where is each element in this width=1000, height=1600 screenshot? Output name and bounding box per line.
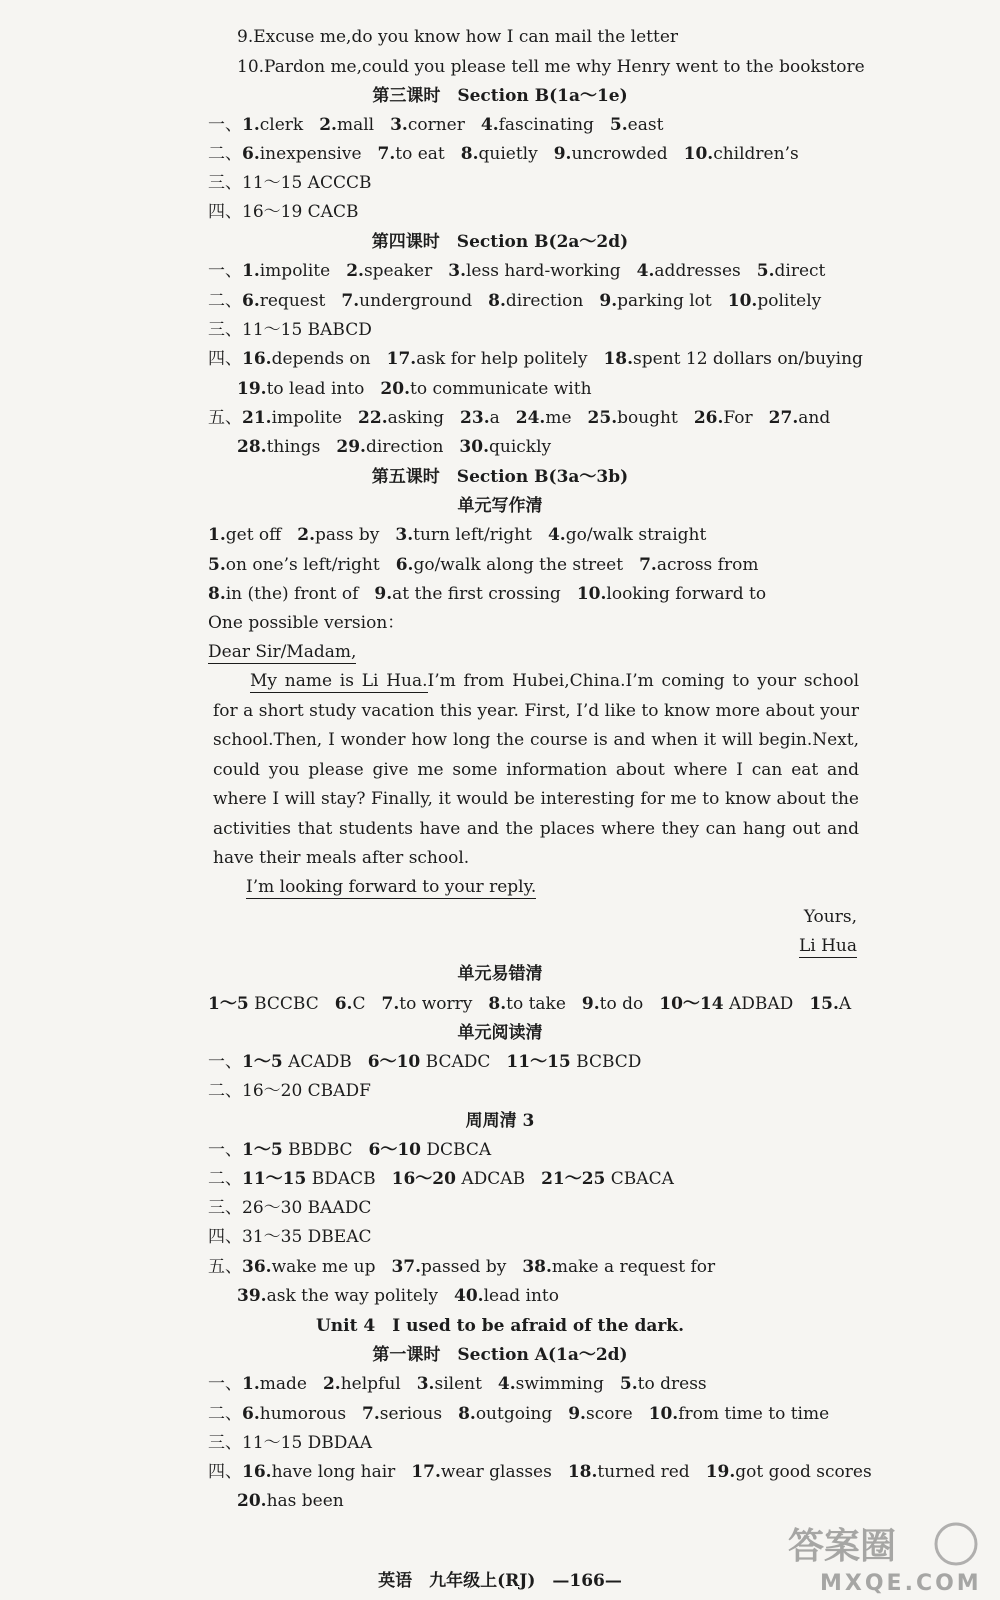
answer-row — [0, 1050, 1000, 1074]
answer-item: 16～20 ADCAB — [391, 1169, 526, 1189]
answer-item: 16.depends on — [242, 349, 371, 369]
section-heading: 第四课时 Section B(2a～2d) — [371, 232, 629, 252]
answer-row — [0, 992, 1000, 1016]
answer-row — [0, 259, 1000, 283]
question-number: 8. — [460, 144, 479, 164]
answer-row — [0, 406, 1000, 430]
row-prefix: 五、 — [208, 1257, 242, 1277]
answer-row — [0, 142, 1000, 166]
answer-item: 1.made — [242, 1374, 307, 1394]
answer-item: 25.bought — [587, 408, 678, 428]
question-number: 25. — [587, 408, 618, 428]
answer-row — [0, 1284, 1000, 1308]
row-prefix: 五、 — [208, 408, 242, 428]
section-subheading: 单元写作清 — [457, 496, 543, 516]
question-number: 8. — [208, 584, 226, 604]
answer-item: 4.swimming — [497, 1374, 604, 1394]
answer-item: 9.uncrowded — [553, 144, 668, 164]
question-number: 9. — [553, 144, 572, 164]
answer-row — [0, 1372, 1000, 1396]
question-number: 6. — [395, 555, 414, 575]
answer-item: 5.on one’s left/right — [208, 555, 380, 575]
question-number: 20. — [380, 379, 410, 399]
watermark-logo — [780, 1518, 990, 1596]
answer-row — [0, 1489, 1000, 1513]
question-number: 21. — [242, 408, 272, 428]
question-number: 9. — [568, 1404, 586, 1424]
answer-item: 3.corner — [390, 115, 465, 135]
question-number: 6～10 — [367, 1052, 421, 1072]
section-heading: 单元易错清 — [457, 964, 543, 984]
question-number: 3. — [395, 525, 414, 545]
question-number: 9. — [599, 291, 618, 311]
answer-item: 6.C — [334, 994, 366, 1014]
answer-row — [0, 523, 1000, 547]
answer-line: 10.Pardon me,could you please tell me why Henry went to the bookstore — [237, 57, 865, 77]
answer-item: 17.wear glasses — [411, 1462, 552, 1482]
answer-item: 8.in (the) front of — [208, 584, 359, 604]
question-number: 5. — [609, 115, 628, 135]
question-number: 6. — [242, 291, 260, 311]
answer-row — [0, 553, 1000, 577]
letter-greeting — [0, 640, 1000, 664]
question-number: 10. — [727, 291, 758, 311]
letter-signature — [799, 934, 857, 958]
answer-item: 40.lead into — [454, 1286, 559, 1306]
answer-item: 21.impolite — [242, 408, 343, 428]
answer-row — [0, 377, 1000, 401]
row-prefix: 二、 — [208, 144, 242, 164]
question-number: 3. — [390, 115, 408, 135]
question-number: 5. — [208, 555, 226, 575]
row-prefix: 二、 — [208, 1404, 242, 1424]
answer-item: 2.helpful — [322, 1374, 401, 1394]
answer-item: 2.speaker — [346, 261, 433, 281]
answer-row: 二、16～20 CBADF — [208, 1081, 371, 1101]
answer-item: 6～10 DCBCA — [368, 1140, 492, 1160]
section-heading: 第五课时 Section B(3a～3b) — [371, 467, 629, 487]
answer-item: 19.to lead into — [237, 379, 365, 399]
section-heading: 单元阅读清 — [457, 1023, 543, 1043]
question-number: 5. — [619, 1374, 638, 1394]
question-number: 1～5 — [242, 1140, 283, 1160]
answer-row: 四、16～19 CACB — [208, 202, 359, 222]
answer-item: 8.direction — [488, 291, 584, 311]
question-number: 29. — [336, 437, 366, 457]
answer-item: 19.got good scores — [705, 1462, 872, 1482]
answer-item: 9.score — [568, 1404, 633, 1424]
answer-item: 4.fascinating — [480, 115, 594, 135]
answer-item: 1.impolite — [242, 261, 331, 281]
answer-item: 5.direct — [756, 261, 826, 281]
answer-row — [0, 1255, 1000, 1279]
answer-item: 23.a — [460, 408, 500, 428]
question-number: 17. — [411, 1462, 441, 1482]
answer-item: 6.humorous — [242, 1404, 347, 1424]
answer-row — [0, 113, 1000, 137]
answer-item: 28.things — [237, 437, 321, 457]
answer-item: 29.direction — [336, 437, 444, 457]
question-number: 39. — [237, 1286, 267, 1306]
question-number: 40. — [454, 1286, 484, 1306]
row-prefix: 一、 — [208, 261, 242, 281]
question-number: 37. — [391, 1257, 422, 1277]
letter-body — [213, 667, 859, 874]
answer-item: 26.For — [693, 408, 753, 428]
answer-item: 9.parking lot — [599, 291, 712, 311]
question-number: 2. — [297, 525, 315, 545]
answer-item: 20.has been — [237, 1491, 344, 1511]
question-number: 20. — [237, 1491, 267, 1511]
answer-row: 四、31～35 DBEAC — [208, 1227, 372, 1247]
question-number: 16. — [242, 349, 272, 369]
answer-item: 10.looking forward to — [576, 584, 767, 604]
question-number: 1～5 — [208, 994, 249, 1014]
question-number: 6～10 — [368, 1140, 422, 1160]
answer-item: 6～10 BCADC — [367, 1052, 491, 1072]
question-number: 16～20 — [391, 1169, 456, 1189]
answer-item: 7.to eat — [377, 144, 445, 164]
question-number: 16. — [242, 1462, 272, 1482]
question-number: 1～5 — [242, 1052, 283, 1072]
question-number: 24. — [515, 408, 546, 428]
answer-row — [0, 582, 1000, 606]
question-number: 11～15 — [242, 1169, 307, 1189]
answer-item: 30.quickly — [459, 437, 552, 457]
question-number: 10～14 — [659, 994, 724, 1014]
answer-item: 7.underground — [341, 291, 473, 311]
answer-item: 8.outgoing — [458, 1404, 553, 1424]
question-number: 1. — [208, 525, 226, 545]
answer-row — [0, 289, 1000, 313]
question-number: 2. — [319, 115, 337, 135]
question-number: 27. — [768, 408, 799, 428]
answer-item: 7.to worry — [381, 994, 473, 1014]
question-number: 4. — [547, 525, 566, 545]
question-number: 22. — [358, 408, 388, 428]
question-number: 3. — [448, 261, 466, 281]
answer-item: 7.serious — [362, 1404, 443, 1424]
answer-item: 3.turn left/right — [395, 525, 532, 545]
answer-item: 38.make a request for — [522, 1257, 716, 1277]
answer-item: 1～5 BCCBC — [208, 994, 319, 1014]
answer-item: 37.passed by — [391, 1257, 507, 1277]
question-number: 17. — [386, 349, 417, 369]
answer-item: 16.have long hair — [242, 1462, 396, 1482]
answer-item: 4.go/walk straight — [547, 525, 707, 545]
answer-item: 18.turned red — [567, 1462, 690, 1482]
answer-item: 6.inexpensive — [242, 144, 362, 164]
question-number: 5. — [756, 261, 775, 281]
closing-sentence: I’m looking forward to your reply. — [246, 877, 537, 897]
question-number: 10. — [576, 584, 607, 604]
answer-item: 15.A — [809, 994, 852, 1014]
question-number: 11～15 — [506, 1052, 571, 1072]
answer-item: 6.go/walk along the street — [395, 555, 624, 575]
question-number: 15. — [809, 994, 839, 1014]
answer-row — [0, 1138, 1000, 1162]
row-prefix: 一、 — [208, 1140, 242, 1160]
answer-item: 20.to communicate with — [380, 379, 592, 399]
question-number: 10. — [683, 144, 714, 164]
answer-item: 4.addresses — [636, 261, 741, 281]
question-number: 8. — [458, 1404, 476, 1424]
answer-item: 17.ask for help politely — [386, 349, 588, 369]
answer-item: 11～15 BDACB — [242, 1169, 376, 1189]
answer-item: 1.get off — [208, 525, 282, 545]
answer-row — [0, 435, 1000, 459]
question-number: 28. — [237, 437, 267, 457]
question-number: 7. — [639, 555, 657, 575]
underlined-sentence: My name is Li Hua. — [250, 671, 428, 691]
answer-item: 24.me — [515, 408, 572, 428]
answer-item: 10.from time to time — [648, 1404, 830, 1424]
answer-item: 27.and — [768, 408, 831, 428]
question-number: 18. — [567, 1462, 598, 1482]
question-number: 1. — [242, 115, 260, 135]
answer-item: 5.to dress — [619, 1374, 707, 1394]
question-number: 19. — [705, 1462, 736, 1482]
question-number: 7. — [341, 291, 360, 311]
question-number: 7. — [362, 1404, 380, 1424]
question-number: 2. — [322, 1374, 341, 1394]
question-number: 10. — [648, 1404, 679, 1424]
answer-item: 7.across from — [639, 555, 759, 575]
letter-body-text: I’m from Hubei,China.I’m coming to your school for a short study vacation this year. First, I’d like to know more about your school.Then, I wonder how long the course is and when it will begin.Next, could you please give me some information about where I can eat and where I will stay? Finally, it would be interesting for me to know about the activities that students have and the places where they can hang out and have their meals after school. — [213, 671, 860, 868]
answer-item: 1～5 ACADB — [242, 1052, 352, 1072]
answer-row — [0, 1460, 1000, 1484]
question-number: 36. — [242, 1257, 272, 1277]
question-number: 6. — [242, 144, 260, 164]
answer-item: 10.children’s — [683, 144, 799, 164]
answer-item: 2.mall — [319, 115, 375, 135]
watermark-chars: 答案圈 — [788, 1526, 897, 1567]
answer-item: 5.east — [609, 115, 664, 135]
row-prefix: 二、 — [208, 1169, 242, 1189]
watermark-url: MXQE.COM — [820, 1571, 982, 1596]
row-prefix: 四、 — [208, 349, 242, 369]
letter-closing: Yours, — [803, 907, 857, 927]
question-number: 8. — [488, 994, 507, 1014]
answer-item: 9.to do — [581, 994, 644, 1014]
question-number: 1. — [242, 1374, 260, 1394]
question-number: 30. — [459, 437, 489, 457]
answer-item: 8.to take — [488, 994, 566, 1014]
answer-item: 1.clerk — [242, 115, 304, 135]
answer-item: 3.less hard-working — [448, 261, 621, 281]
question-number: 23. — [460, 408, 490, 428]
section-heading: 第三课时 Section B(1a～1e) — [372, 86, 628, 106]
question-number: 7. — [381, 994, 400, 1014]
row-prefix: 二、 — [208, 291, 242, 311]
answer-row: 三、11～15 DBDAA — [208, 1433, 372, 1453]
answer-row — [0, 1167, 1000, 1191]
watermark-circle — [936, 1524, 976, 1564]
question-number: 4. — [497, 1374, 516, 1394]
question-number: 2. — [346, 261, 364, 281]
question-number: 26. — [693, 408, 724, 428]
question-number: 7. — [377, 144, 396, 164]
section-heading: 第一课时 Section A(1a～2d) — [372, 1345, 628, 1365]
answer-row: 三、11～15 BABCD — [208, 320, 372, 340]
question-number: 9. — [374, 584, 393, 604]
question-number: 3. — [416, 1374, 435, 1394]
answer-row — [0, 1402, 1000, 1426]
signature-text: Li Hua — [798, 936, 857, 956]
answer-item: 18.spent 12 dollars on/buying — [603, 349, 863, 369]
question-number: 1. — [242, 261, 260, 281]
answer-item: 1～5 BBDBC — [242, 1140, 353, 1160]
answer-item: 36.wake me up — [242, 1257, 376, 1277]
answer-row — [0, 347, 1000, 371]
answer-item: 9.at the first crossing — [374, 584, 561, 604]
letter-closing-line — [0, 875, 1000, 899]
question-number: 8. — [488, 291, 506, 311]
row-prefix: 一、 — [208, 1052, 242, 1072]
answer-item: 10～14 ADBAD — [659, 994, 794, 1014]
question-number: 6. — [242, 1404, 260, 1424]
question-number: 19. — [237, 379, 267, 399]
row-prefix: 四、 — [208, 1462, 242, 1482]
question-number: 18. — [603, 349, 634, 369]
question-number: 38. — [522, 1257, 552, 1277]
question-number: 4. — [636, 261, 655, 281]
answer-item: 11～15 BCBCD — [506, 1052, 642, 1072]
answer-line: 9.Excuse me,do you know how I can mail the letter — [237, 27, 679, 47]
unit-title: Unit 4 I used to be afraid of the dark. — [315, 1316, 685, 1336]
section-heading: 周周清 3 — [465, 1111, 535, 1131]
answer-row: 三、26～30 BAADC — [208, 1198, 372, 1218]
answer-item: 10.politely — [727, 291, 822, 311]
answer-item: 6.request — [242, 291, 326, 311]
row-prefix: 一、 — [208, 115, 242, 135]
row-prefix: 一、 — [208, 1374, 242, 1394]
greeting-text: Dear Sir/Madam, — [208, 642, 357, 662]
answer-item: 3.silent — [416, 1374, 482, 1394]
answer-item: 8.quietly — [460, 144, 538, 164]
answer-item: 39.ask the way politely — [237, 1286, 439, 1306]
version-label: One possible version： — [208, 613, 405, 633]
page-footer: 英语 九年级上(RJ) —166— — [378, 1571, 622, 1591]
answer-item: 21～25 CBACA — [541, 1169, 674, 1189]
question-number: 21～25 — [541, 1169, 606, 1189]
answer-row: 三、11～15 ACCCB — [208, 173, 372, 193]
answer-item: 2.pass by — [297, 525, 380, 545]
question-number: 6. — [334, 994, 353, 1014]
question-number: 9. — [581, 994, 600, 1014]
answer-item: 22.asking — [358, 408, 445, 428]
question-number: 4. — [480, 115, 499, 135]
